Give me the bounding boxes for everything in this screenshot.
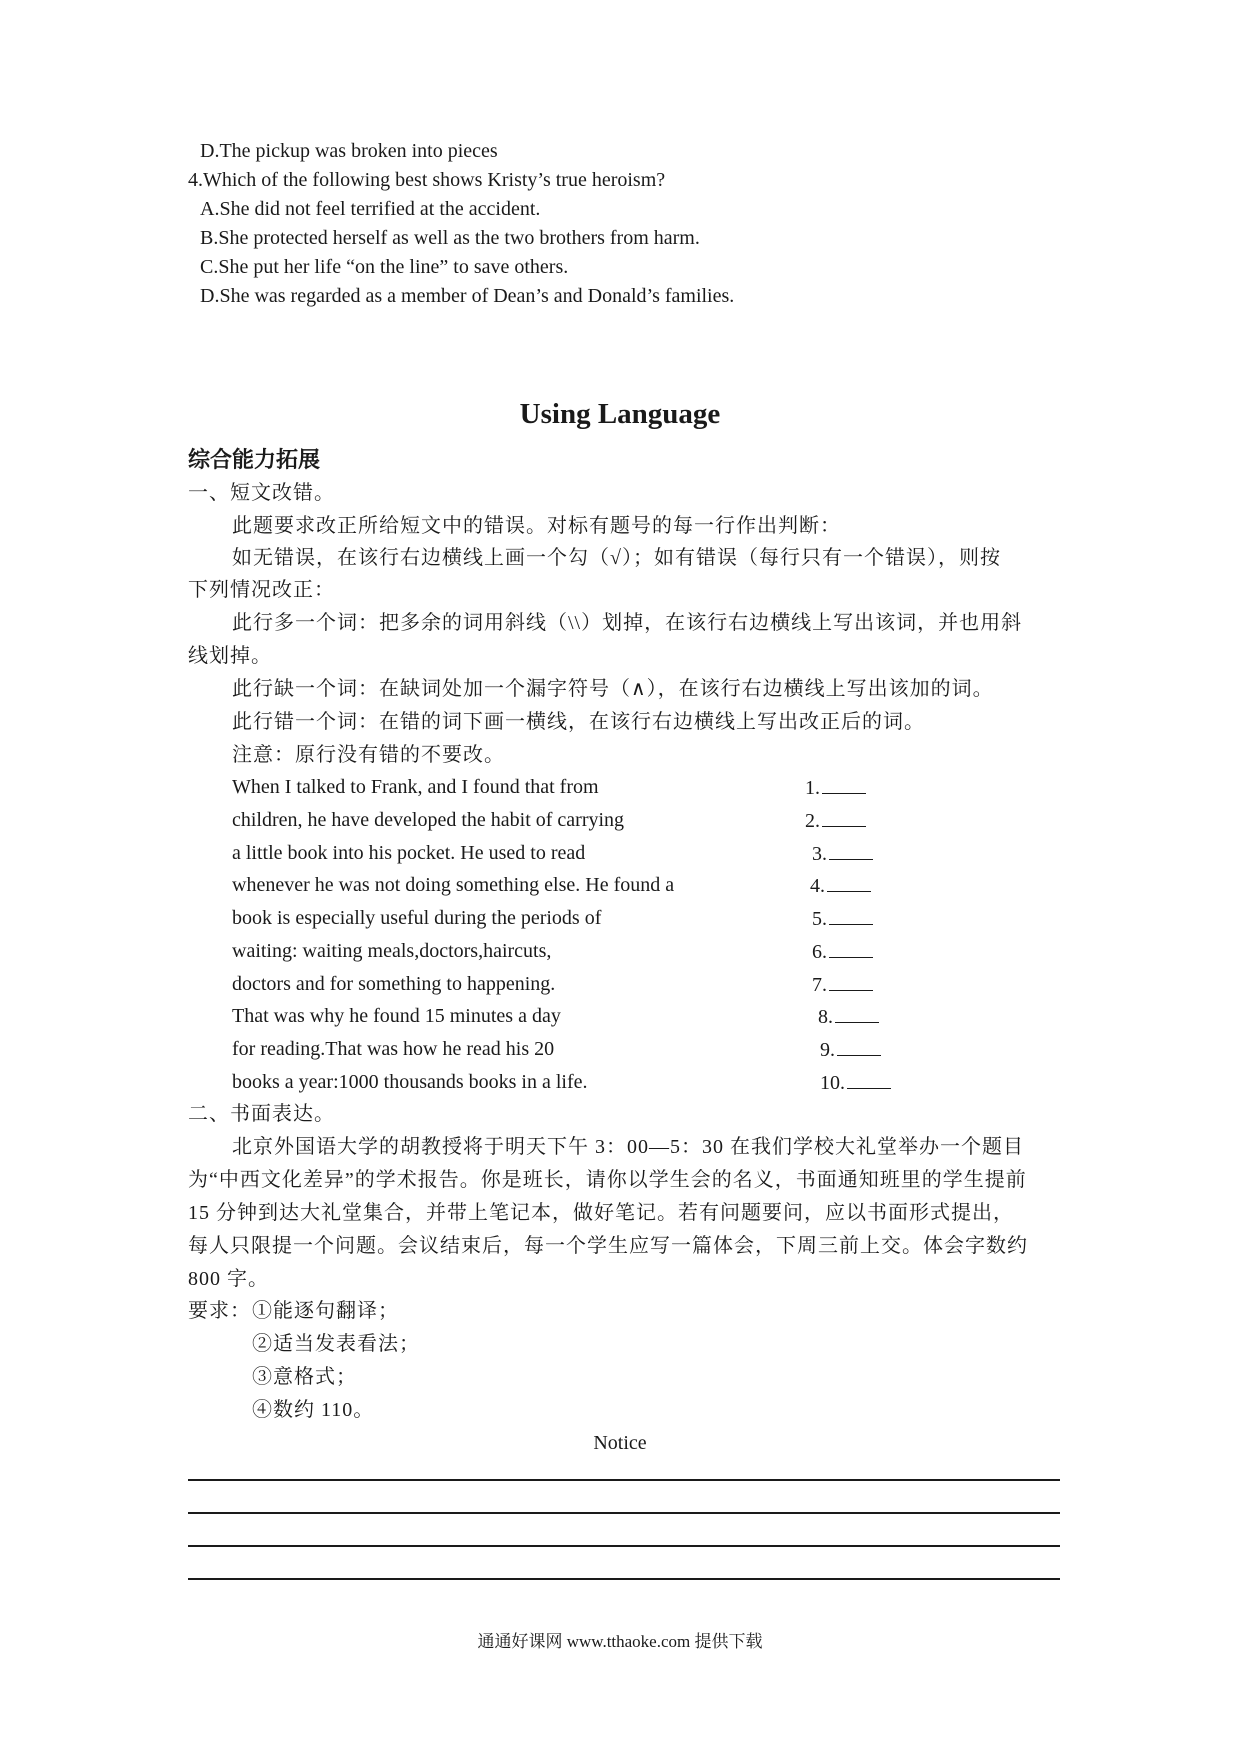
answer-blank[interactable] — [812, 974, 873, 995]
part2-heading: 二、书面表达。 — [188, 1103, 335, 1125]
answer-number: 6. — [812, 941, 827, 963]
requirement-item: ③意格式； — [252, 1366, 357, 1388]
instruction-line: 此行多一个词：把多余的词用斜线（\\）划掉，在该行右边横线上写出该词，并也用斜 — [232, 612, 1023, 634]
blank-line[interactable] — [835, 1006, 879, 1023]
passage-line: doctors and for something to happening. — [232, 973, 556, 995]
passage-line: That was why he found 15 minutes a day — [232, 1005, 561, 1027]
passage-line: waiting: waiting meals,doctors,haircuts, — [232, 940, 552, 962]
answer-blank[interactable] — [810, 875, 871, 896]
q3-option-d: D.The pickup was broken into pieces — [200, 140, 498, 162]
writing-line[interactable] — [188, 1479, 1060, 1481]
prompt-line: 15 分钟到达大礼堂集合，并带上笔记本，做好笔记。若有问题要问，应以书面形式提出， — [188, 1202, 1014, 1224]
blank-line[interactable] — [829, 908, 873, 925]
answer-number: 2. — [805, 810, 820, 832]
blank-line[interactable] — [827, 875, 871, 892]
answer-blank[interactable] — [820, 1072, 891, 1093]
answer-blank[interactable] — [820, 1039, 881, 1060]
q4-option-b: B.She protected herself as well as the two brothers from harm. — [200, 227, 700, 249]
passage-line: book is especially useful during the periods of — [232, 907, 602, 929]
answer-number: 7. — [812, 974, 827, 996]
q4-option-a: A.She did not feel terrified at the accident. — [200, 198, 541, 220]
answer-number: 4. — [810, 875, 825, 897]
writing-line[interactable] — [188, 1545, 1060, 1547]
answer-number: 9. — [820, 1039, 835, 1061]
blank-line[interactable] — [829, 843, 873, 860]
blank-line[interactable] — [829, 941, 873, 958]
part-title: 综合能力拓展 — [188, 448, 321, 473]
prompt-line: 800 字。 — [188, 1268, 269, 1290]
instruction-line: 此行缺一个词：在缺词处加一个漏字符号（∧），在该行右边横线上写出该加的词。 — [232, 678, 994, 700]
writing-line[interactable] — [188, 1578, 1060, 1580]
instruction-line: 注意：原行没有错的不要改。 — [232, 744, 505, 766]
answer-number: 5. — [812, 908, 827, 930]
instruction-line: 线划掉。 — [188, 645, 272, 667]
prompt-line: 每人只限提一个问题。会议结束后，每一个学生应写一篇体会，下周三前上交。体会字数约 — [188, 1235, 1028, 1257]
instruction-line: 下列情况改正： — [188, 579, 335, 601]
notice-title: Notice — [593, 1432, 647, 1454]
instruction-line: 此行错一个词：在错的词下画一横线，在该行右边横线上写出改正后的词。 — [232, 711, 925, 733]
answer-blank[interactable] — [818, 1006, 879, 1027]
passage-line: children, he have developed the habit of carrying — [232, 809, 625, 831]
part1-heading: 一、短文改错。 — [188, 482, 335, 504]
instruction-line: 此题要求改正所给短文中的错误。对标有题号的每一行作出判断： — [232, 515, 841, 537]
question-4: 4.Which of the following best shows Kristy’s true heroism? — [188, 169, 666, 191]
requirement-item: ②适当发表看法； — [252, 1333, 420, 1355]
blank-line[interactable] — [847, 1072, 891, 1089]
answer-blank[interactable] — [812, 843, 873, 864]
prompt-line: 为“中西文化差异”的学术报告。你是班长，请你以学生会的名义，书面通知班里的学生提前 — [188, 1169, 1027, 1191]
answer-blank[interactable] — [812, 908, 873, 929]
blank-line[interactable] — [822, 810, 866, 827]
passage-line: for reading.That was how he read his 20 — [232, 1038, 555, 1060]
q4-option-c: C.She put her life “on the line” to save others. — [200, 256, 569, 278]
answer-number: 3. — [812, 843, 827, 865]
answer-blank[interactable] — [812, 941, 873, 962]
writing-line[interactable] — [188, 1512, 1060, 1514]
page-footer: 通通好课网 www.tthaoke.com 提供下载 — [477, 1632, 763, 1651]
prompt-line: 北京外国语大学的胡教授将于明天下午 3：00—5：30 在我们学校大礼堂举办一个题目 — [232, 1136, 1024, 1158]
blank-line[interactable] — [829, 974, 873, 991]
requirements-label: 要求： — [188, 1300, 251, 1322]
blank-line[interactable] — [822, 777, 866, 794]
answer-blank[interactable] — [805, 777, 866, 798]
blank-line[interactable] — [837, 1039, 881, 1056]
passage-line: whenever he was not doing something else. He found a — [232, 874, 675, 896]
q4-option-d: D.She was regarded as a member of Dean’s and Donald’s families. — [200, 285, 735, 307]
passage-line: a little book into his pocket. He used to read — [232, 842, 586, 864]
requirement-item: ④数约 110。 — [252, 1399, 375, 1421]
instruction-line: 如无错误，在该行右边横线上画一个勾（√）；如有错误（每行只有一个错误），则按 — [232, 547, 1001, 569]
answer-number: 8. — [818, 1006, 833, 1028]
answer-blank[interactable] — [805, 810, 866, 831]
passage-line: books a year:1000 thousands books in a life. — [232, 1071, 588, 1093]
answer-number: 10. — [820, 1072, 845, 1094]
passage-line: When I talked to Frank, and I found that from — [232, 776, 599, 798]
requirement-item: ①能逐句翻译； — [252, 1300, 399, 1322]
section-title: Using Language — [519, 398, 721, 430]
answer-number: 1. — [805, 777, 820, 799]
